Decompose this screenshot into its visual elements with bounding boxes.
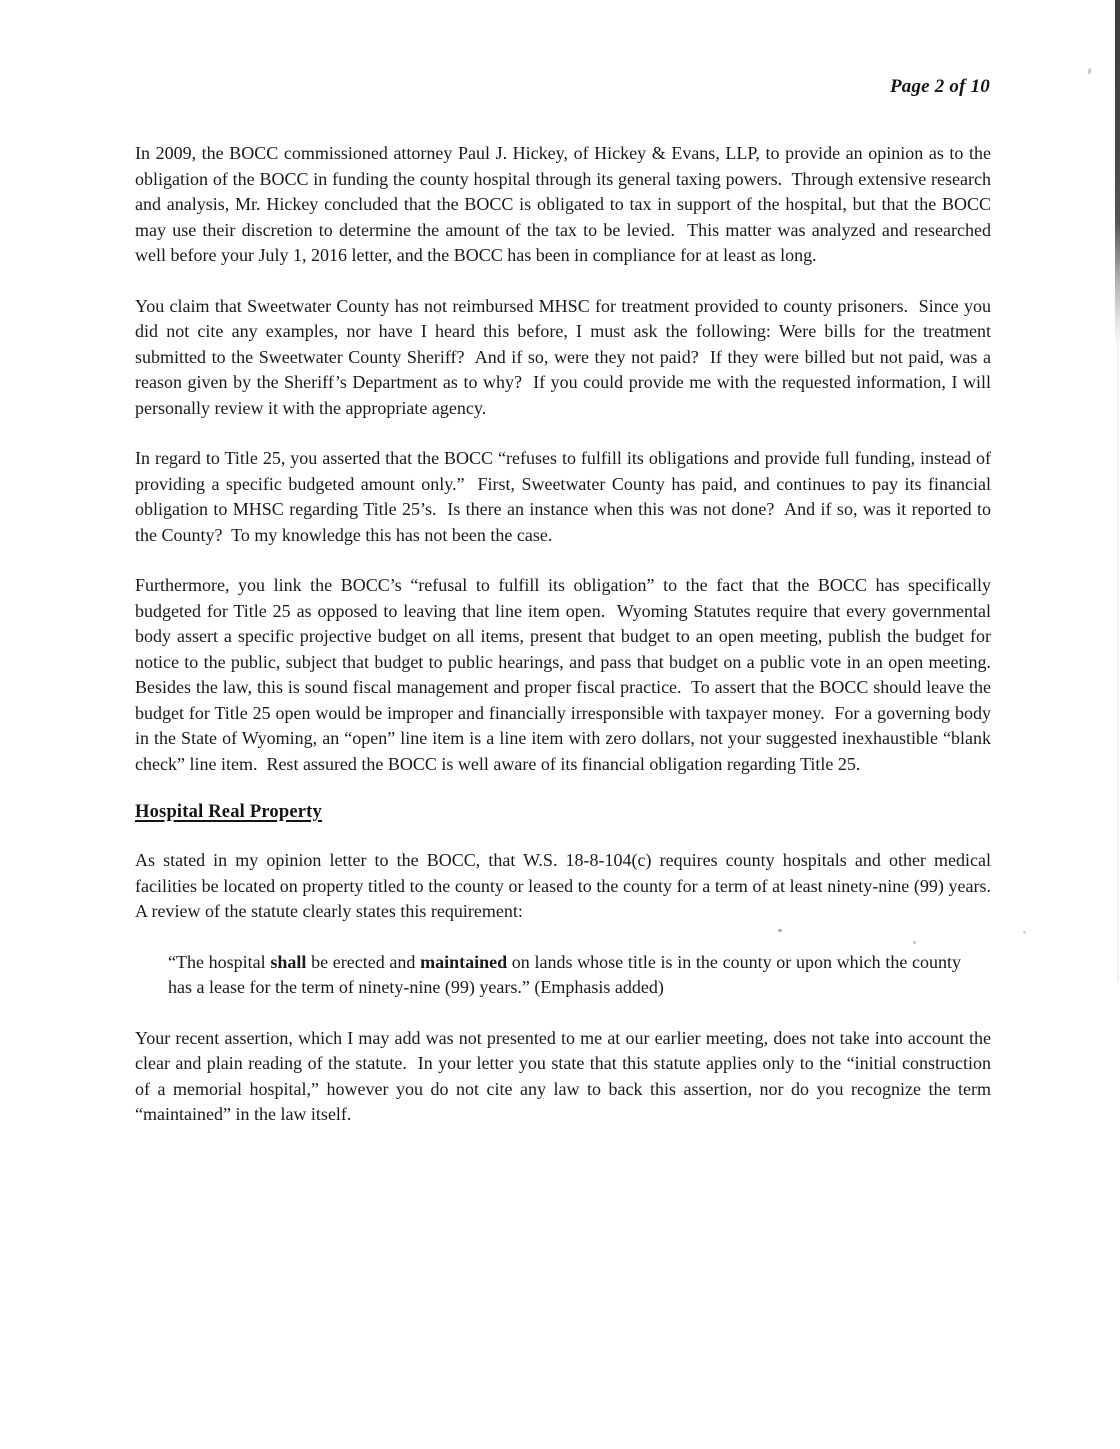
paragraph-hickey-opinion: In 2009, the BOCC commissioned attorney Paul J. Hickey, of Hickey & Evans, LLP, to provide an opinion as to the obligation of the BOCC in funding the county hospital through its general taxing powers. Through extensive research and analysis, Mr. Hickey concluded that the BOCC is obligated to tax in support of the hospital, but that the BOCC may use their discretion to determine the amount of the tax to be levied. This matter was analyzed and researched well before your July 1, 2016 letter, and the BOCC has been in compliance for at least as long.	[135, 143, 996, 265]
paragraph-title-25-funding: In regard to Title 25, you asserted that the BOCC “refuses to fulfill its obligations and provide full funding, instead of providing a specific budgeted amount only.” First, Sweetwater County has paid, and continues to pay its financial obligation to MHSC regarding Title 25’s. Is there an instance when this was not done? And if so, was it reported to the County? To my knowledge this has not been the case.	[135, 448, 996, 545]
quote-text-mid: be erected and	[306, 951, 421, 972]
scan-speck	[437, 312, 440, 314]
scan-speck	[778, 929, 782, 932]
quote-text-pre: “The hospital	[168, 951, 271, 972]
letter-body	[135, 141, 1000, 1153]
page-number-label: Page 2 of 10	[889, 76, 990, 97]
quote-bold-maintained: maintained	[420, 951, 508, 972]
scan-speck	[1087, 68, 1091, 74]
paragraph-statute-requirement: As stated in my opinion letter to the BOCC, that W.S. 18-8-104(c) requires county hospitals and other medical facilities be located on property titled to the county or leased to the county for a term of at least ninety-nine (99) years. A review of the statute clearly states this requirement:	[135, 850, 1000, 921]
scan-speck	[1023, 931, 1026, 934]
paragraph-prisoner-reimbursement: You claim that Sweetwater County has not reimbursed MHSC for treatment provided to county prisoners. Since you did not cite any examples, nor have I heard this before, I must ask the following: Were bills for the treatment submitted to the Sweetwater County Sheriff? And if so, were they not paid? If they were billed but not paid, was a reason given by the Sheriff’s Department as to why? If you could provide me with the requested information, I will personally review it with the appropriate agency.	[135, 295, 996, 418]
paragraph-budget-practice: Furthermore, you link the BOCC’s “refusal to fulfill its obligation” to the fact that the BOCC has specifically budgeted for Title 25 as opposed to leaving that line item open. Wyoming Statutes require that every governmental body assert a specific projective budget on all items, present that budget to an open meeting, publish the budget for notice to the public, subject that budget to public hearings, and pass that budget on a public vote in an open meeting. Besides the law, this is sound fiscal management and proper fiscal practice. To assert that the BOCC should leave the budget for Title 25 open would be improper and financially irresponsible with taxpayer money. For a governing body in the State of Wyoming, an “open” line item is a line item with zero dollars, not your suggested inexhaustible “blank check” line item. Rest assured the BOCC is well aware of its financial obligation regarding Title 25.	[135, 575, 1000, 774]
scan-artifact-edge-faint	[1117, 342, 1119, 982]
scan-artifact-edge-line	[1115, 0, 1120, 342]
statute-block-quote	[168, 950, 966, 1001]
quote-bold-shall: shall	[270, 951, 307, 972]
quote-text-post: on lands whose title is in the county or upon which the county has a lease for the term of ninety-nine (99) years.” (Emphasis added)	[168, 951, 966, 997]
paragraph-assertion-response: Your recent assertion, which I may add was not presented to me at our earlier meeting, does not take into account the clear and plain reading of the statute. In your letter you state that this statute applies only to the “initial construction of a memorial hospital,” however you do not cite any law to back this assertion, nor do you recognize the term “maintained” in the law itself.	[135, 1027, 996, 1124]
scan-speck	[913, 941, 916, 944]
section-heading-hospital-real-property: Hospital Real Property	[135, 802, 322, 822]
